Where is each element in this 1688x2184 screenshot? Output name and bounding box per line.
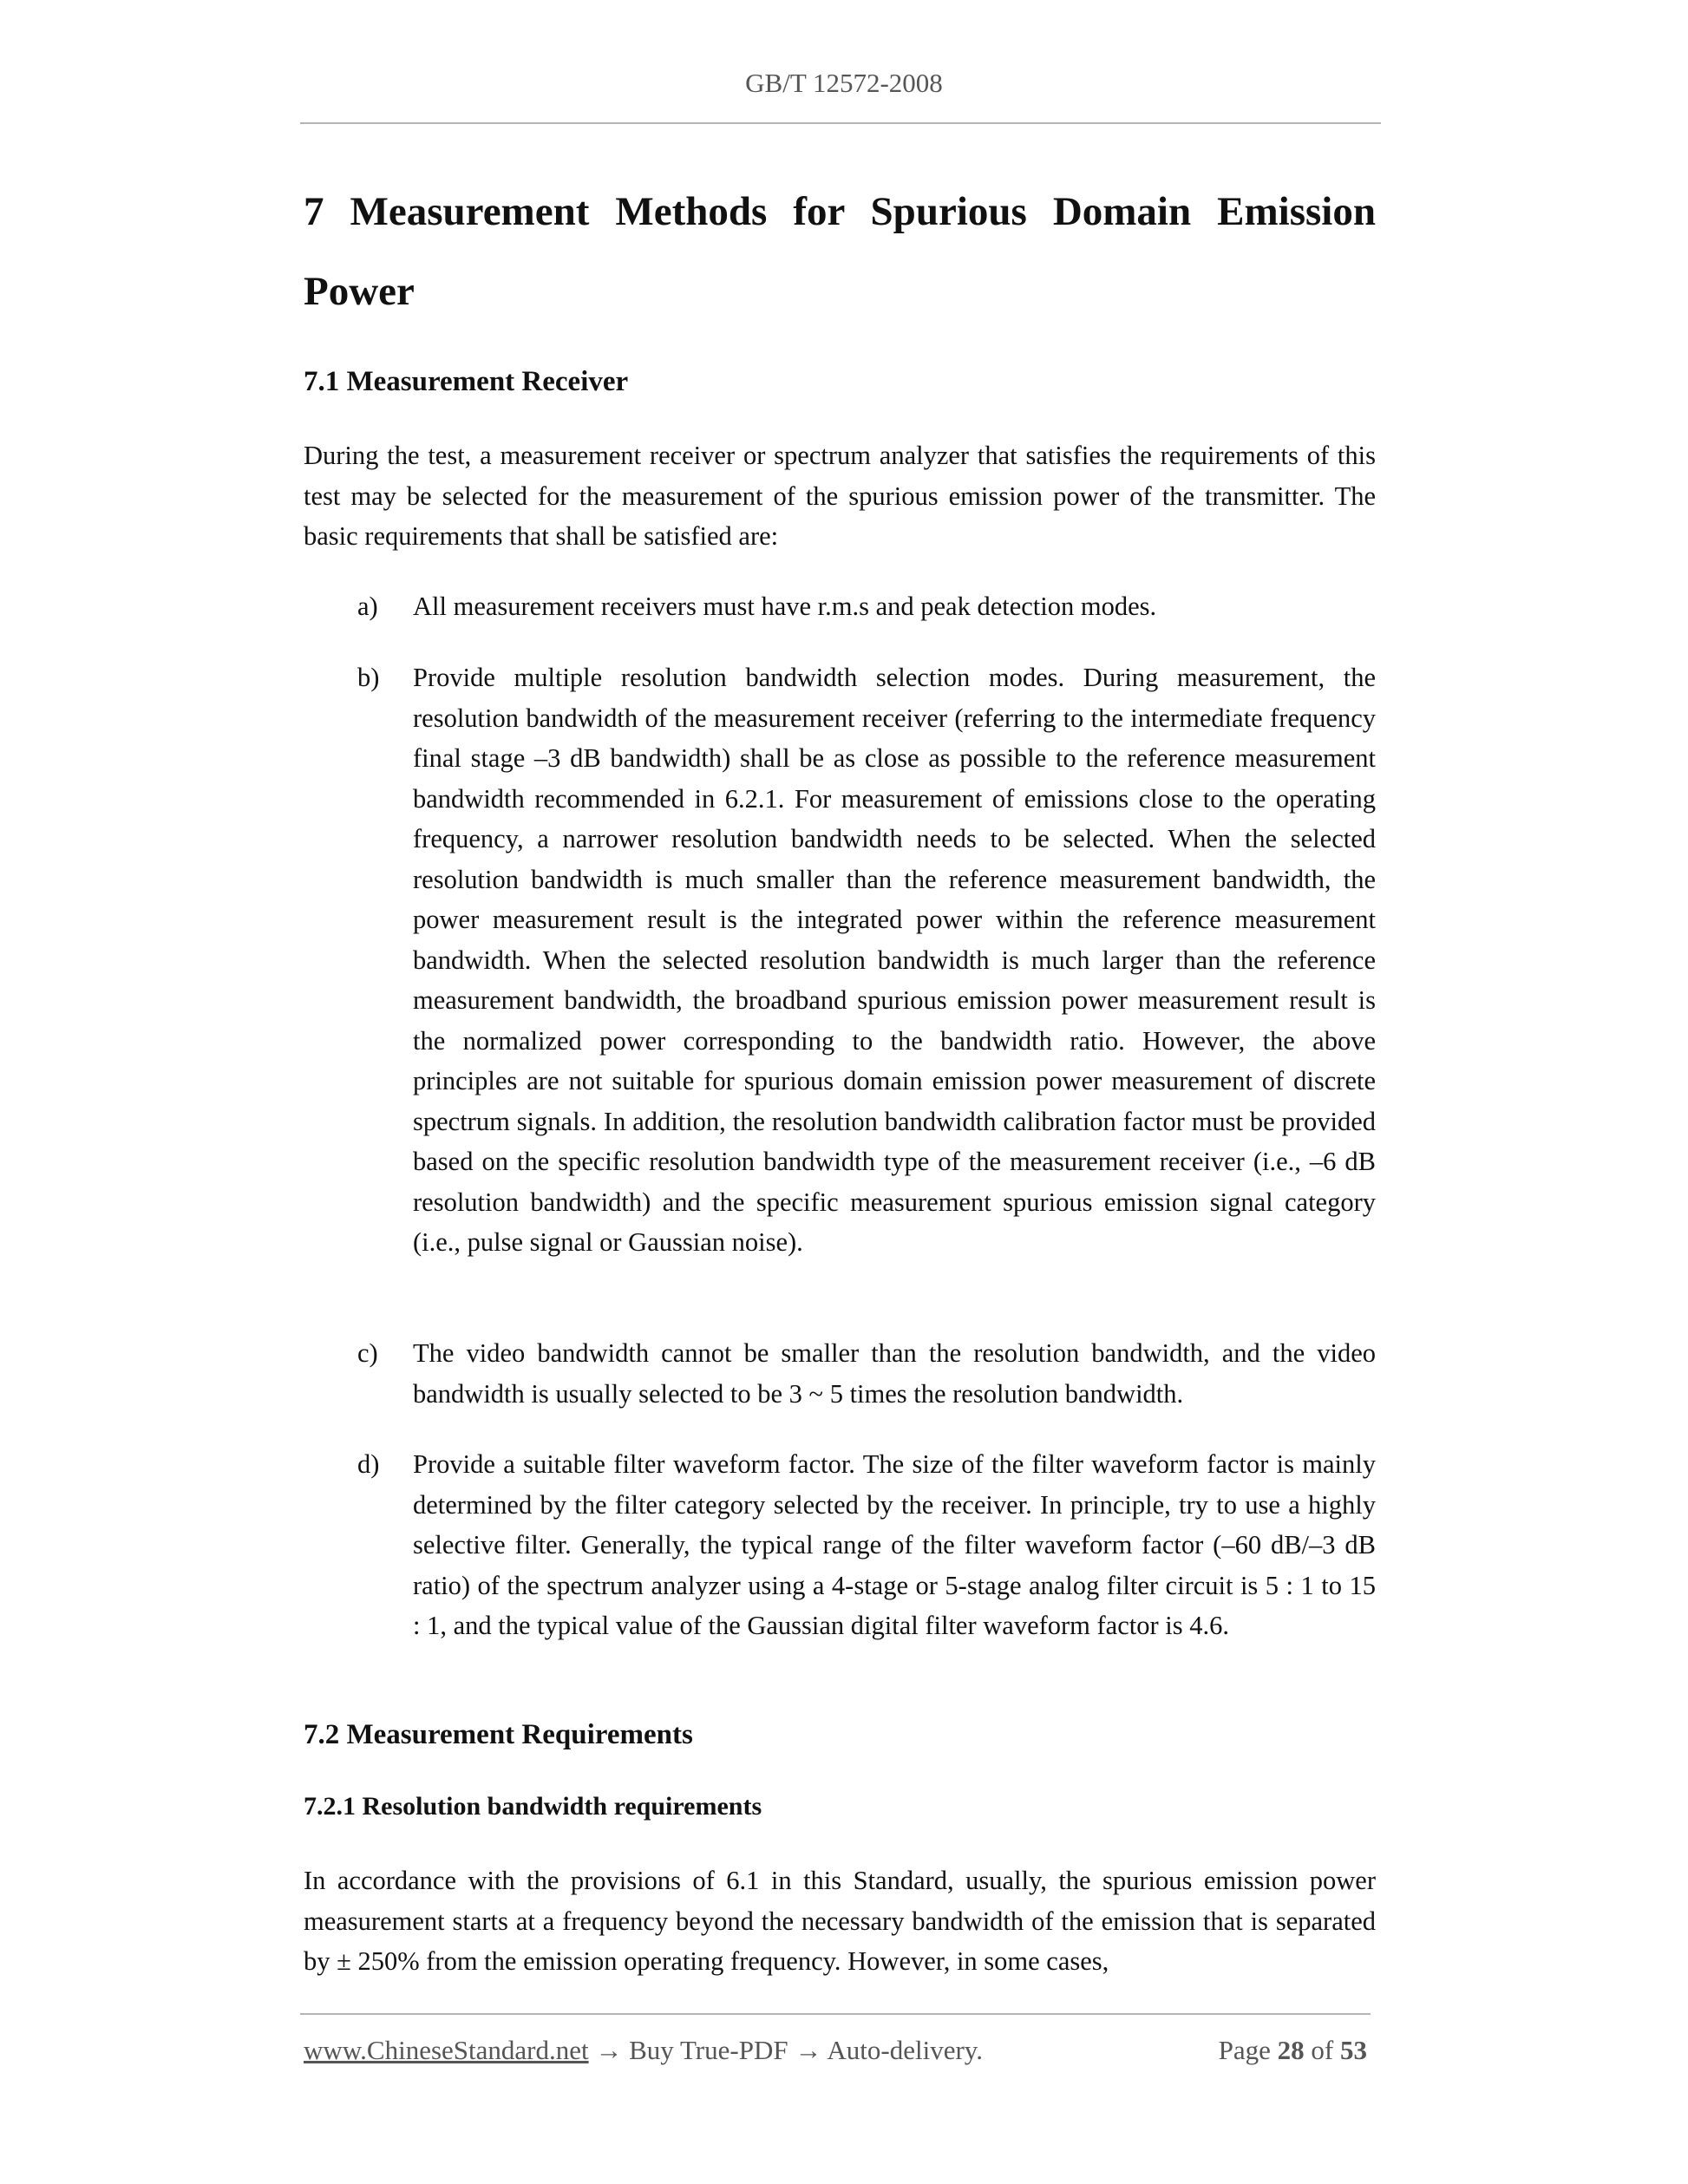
- section-7-2-title: 7.2 Measurement Requirements: [304, 1719, 693, 1750]
- website-link[interactable]: www.ChineseStandard.net: [304, 2035, 589, 2065]
- document-id: GB/T 12572-2008: [745, 68, 943, 98]
- list-item-text: Provide a suitable filter waveform factor. The size of the filter waveform factor is mainly determined by the filter category selected by the receiver. In principle, try to use a highly selective filter. Generally, the typical range of the filter waveform factor (–60 dB/–3 dB ratio) of the spectrum analyzer using a 4-stage or 5-stage analog filter circuit is 5 : 1 to 15 : 1, and the typical value of the Gaussian digital filter waveform factor is 4.6.: [413, 1449, 1376, 1640]
- list-marker: b): [357, 663, 380, 692]
- total-pages: 53: [1340, 2035, 1367, 2065]
- page-number: [1219, 2035, 1367, 2066]
- header-divider: [300, 122, 1381, 124]
- page-label: Page: [1218, 2035, 1271, 2065]
- list-item-text: Provide multiple resolution bandwidth selection modes. During measurement, the resolution bandwidth of the measurement receiver (referring to the intermediate frequency final stage –3 dB bandwidth) shall be as close as possible to the reference measurement bandwidth recommended in 6.2.1. For measurement of emissions close to the operating frequency, a narrower resolution bandwidth needs to be selected. When the selected resolution bandwidth is much smaller than the reference measurement bandwidth, the power measurement result is the integrated power within the reference measurement bandwidth. When the selected resolution bandwidth is much larger than the reference measurement bandwidth, the broadband spurious emission power measurement result is the normalized power corresponding to the bandwidth ratio. However, the above principles are not suitable for spurious domain emission power measurement of discrete spectrum signals. In addition, the resolution bandwidth calibration factor must be provided based on the specific resolution bandwidth type of the measurement receiver (i.e., –6 dB resolution bandwidth) and the specific measurement spurious emission signal category (i.e., pulse signal or Gaussian noise).: [413, 663, 1376, 1257]
- list-item-text: The video bandwidth cannot be smaller than the resolution bandwidth, and the video bandwidth is usually selected to be 3 ~ 5 times the resolution bandwidth.: [413, 1338, 1376, 1409]
- section-7-2-1-paragraph: In accordance with the provisions of 6.1 in this Standard, usually, the spurious emission power measurement starts at a frequency beyond the necessary bandwidth of the emission that is separated by ± 250% from the emission operating frequency. However, in some cases,: [304, 1866, 1376, 1976]
- buy-pdf-text: Buy True-PDF: [622, 2035, 795, 2065]
- list-item-text: All measurement receivers must have r.m.s and peak detection modes.: [413, 592, 1157, 621]
- list-marker: d): [357, 1449, 380, 1479]
- section-7-1-title: 7.1 Measurement Receiver: [304, 366, 629, 397]
- arrow-right-icon: →: [795, 2035, 822, 2065]
- section-7-title-line1: 7 Measurement Methods for Spurious Domain Emission: [304, 189, 1376, 234]
- section-7-title: [304, 172, 1376, 331]
- section-7-1-intro: During the test, a measurement receiver or spectrum analyzer that satisfies the requirements of this test may be selected for the measurement of the spurious emission power of the transmitter. The basic requirements that shall be satisfied are:: [304, 441, 1376, 551]
- arrow-right-icon: →: [595, 2035, 623, 2065]
- footer-divider: [300, 2013, 1371, 2015]
- footer-promo: [304, 2035, 983, 2066]
- section-7-title-line2: Power: [304, 269, 415, 314]
- section-7-2-1-title: 7.2.1 Resolution bandwidth requirements: [304, 1792, 762, 1821]
- auto-delivery-text: Auto-delivery.: [821, 2035, 984, 2065]
- list-marker: a): [357, 592, 378, 621]
- list-marker: c): [357, 1338, 378, 1368]
- current-page: 28: [1277, 2035, 1305, 2065]
- of-label: of: [1311, 2035, 1334, 2065]
